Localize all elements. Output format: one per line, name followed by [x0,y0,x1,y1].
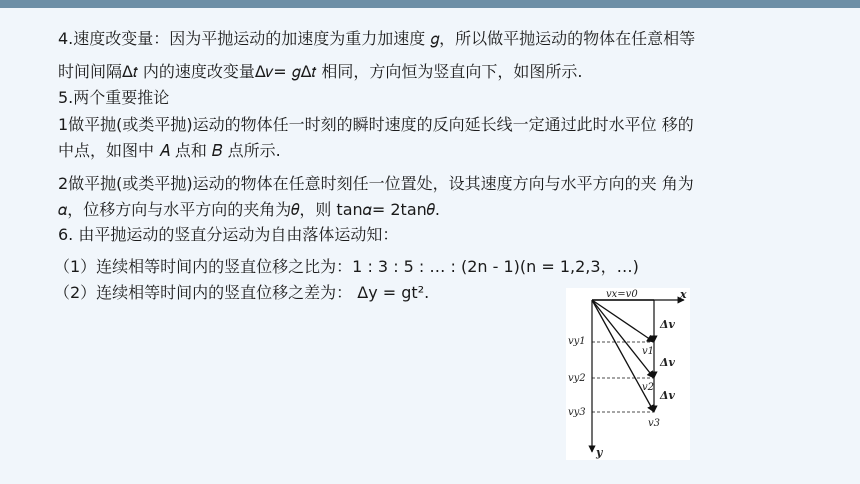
v1-vector [592,300,654,342]
text-line-9: （1）连续相等时间内的竖直位移之比为：1 : 3 : 5 : … : (2n - 1)(n = 1,2,3，…) [54,257,639,276]
label-v2: v2 [642,382,655,393]
text-line-8: 6. 由平抛运动的竖直分运动为自由落体运动知： [58,225,399,244]
text-line-4: 1做平抛(或类平抛)运动的物体任一时刻的瞬时速度的反向延长线一定通过此时水平位 移的 [58,115,694,134]
text-line-10: （2）连续相等时间内的竖直位移之差为： Δy = gt². [54,283,430,302]
label-dv-2: Δv [660,356,675,369]
label-vy1: vy1 [568,336,586,347]
text-line-7: 𝛼，位移方向与水平方向的夹角为𝜃，则 tan𝛼= 2tan𝜃. [58,200,440,219]
text-line-5: 中点，如图中 𝐴 点和 𝐵 点所示. [58,141,281,160]
diagram-svg [566,288,690,460]
label-v1: v1 [642,346,655,357]
slide-content [0,8,860,484]
label-v3: v3 [648,418,661,429]
text-line-6: 2做平抛(或类平抛)运动的物体在任意时刻任一位置处，设其速度方向与水平方向的夹 角为 [58,174,694,193]
v2-vector [592,300,654,378]
label-dv-3: Δv [660,389,675,402]
label-y-axis: y [596,446,603,459]
top-accent-bar [0,0,860,8]
label-vx-v0: vx=v0 [606,289,638,300]
projectile-velocity-diagram [566,288,690,460]
label-x-axis: x [680,288,687,301]
label-vy3: vy3 [568,407,586,418]
label-vy2: vy2 [568,373,586,384]
label-dv-1: Δv [660,318,675,331]
text-line-3: 5.两个重要推论 [58,88,170,107]
text-line-1: 4.速度改变量：因为平抛运动的加速度为重力加速度 𝑔，所以做平抛运动的物体在任意相等 [58,29,696,48]
text-line-2: 时间间隔Δ𝑡 内的速度改变量Δ𝑣= 𝑔Δ𝑡 相同，方向恒为竖直向下，如图所示. [58,62,583,81]
